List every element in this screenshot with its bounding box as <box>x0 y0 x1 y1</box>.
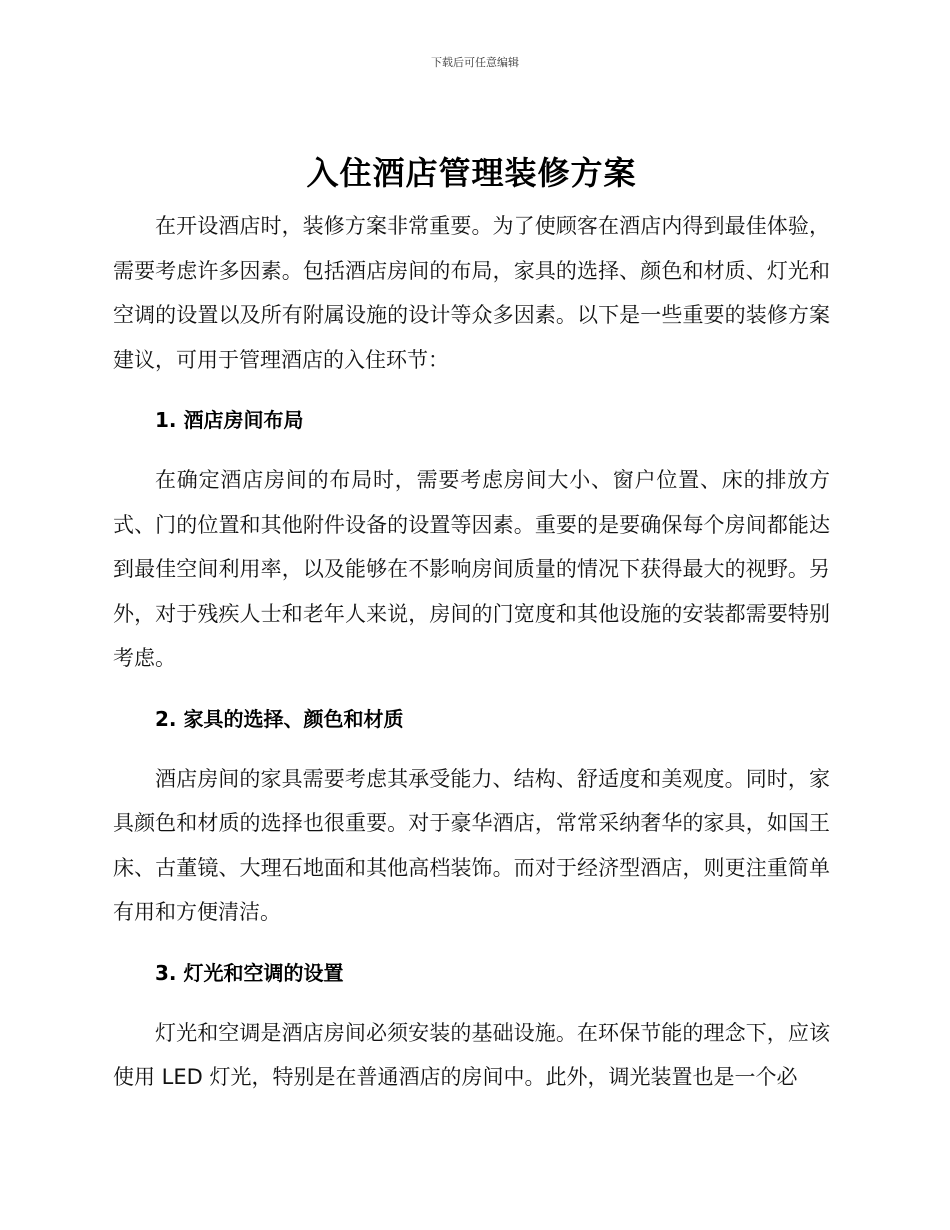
section-body-room-layout: 在确定酒店房间的布局时，需要考虑房间大小、窗户位置、床的排放方式、门的位置和其他附件设备的设置等因素。重要的是要确保每个房间都能达到最佳空间利用率，以及能够在不影响房间质量的情况下获得最大的视野。另外，对于残疾人士和老年人来说，房间的门宽度和其他设施的安装都需要特别考虑。 <box>113 468 830 670</box>
section-heading-lighting-ac: 3. 灯光和空调的设置 <box>155 960 344 985</box>
section-body-lighting-ac: 灯光和空调是酒店房间必须安装的基础设施。在环保节能的理念下，应该使用 LED 灯光，特别是在普通酒店的房间中。此外，调光装置也是一个必 <box>113 1020 830 1089</box>
intro-paragraph: 在开设酒店时，装修方案非常重要。为了使顾客在酒店内得到最佳体验，需要考虑许多因素。包括酒店房间的布局，家具的选择、颜色和材质、灯光和空调的设置以及所有附属设施的设计等众多因素。以下是一些重要的装修方案建议，可用于管理酒店的入住环节： <box>113 214 830 372</box>
section-body-furniture: 酒店房间的家具需要考虑其承受能力、结构、舒适度和美观度。同时，家具颜色和材质的选择也很重要。对于豪华酒店，常常采纳奢华的家具，如国王床、古董镜、大理石地面和其他高档装饰。而对于经济型酒店，则更注重简单有用和方便清洁。 <box>113 766 830 924</box>
document-title: 入住酒店管理装修方案 <box>306 154 637 192</box>
document-body <box>113 148 830 1100</box>
section-heading-room-layout: 1. 酒店房间布局 <box>155 408 304 432</box>
section-heading-furniture: 2. 家具的选择、颜色和材质 <box>155 706 404 731</box>
header-note: 下载后可任意编辑 <box>431 56 519 69</box>
